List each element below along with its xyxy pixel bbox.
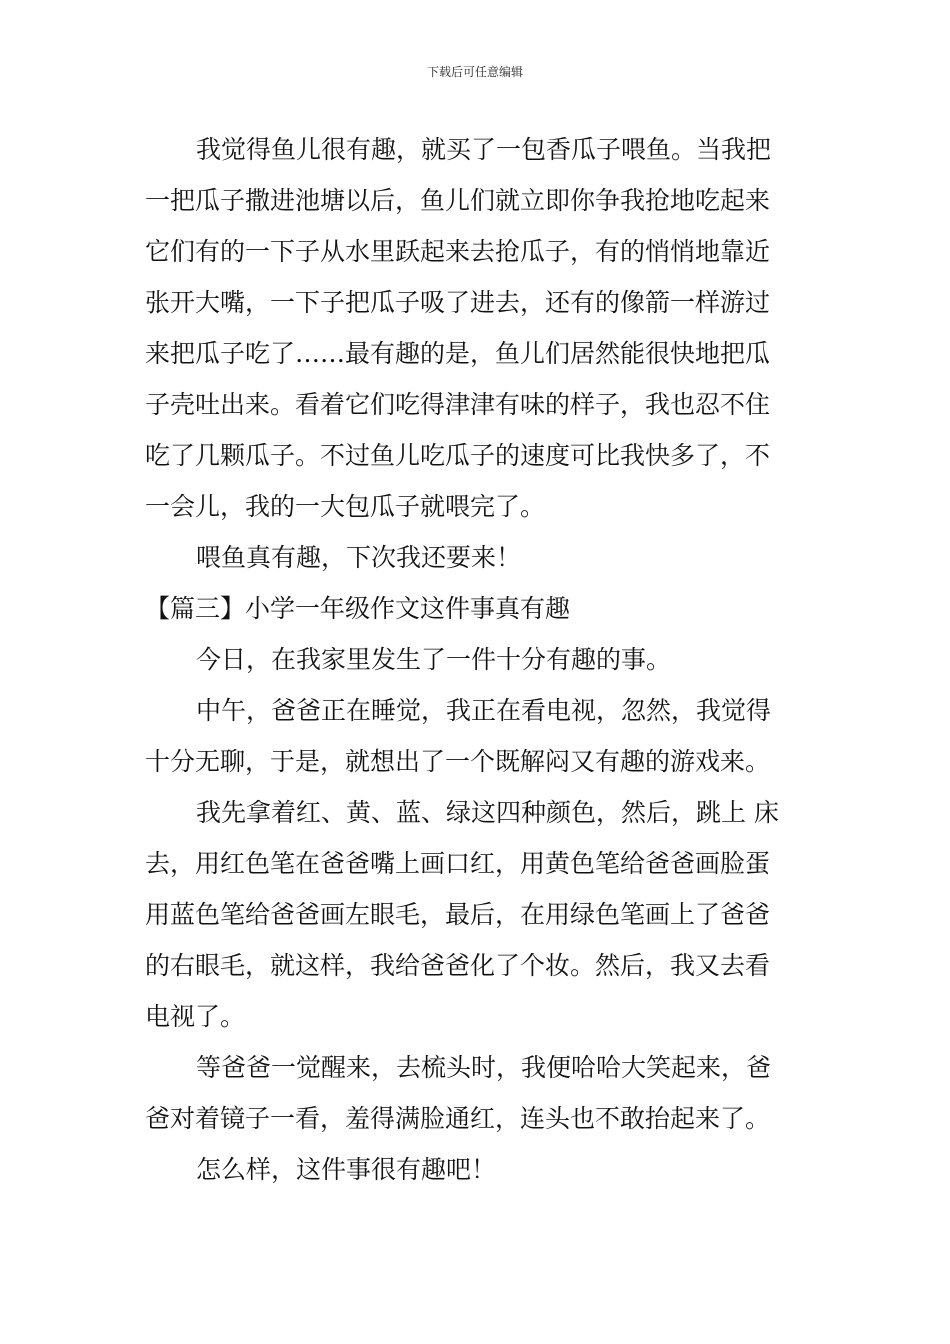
page-header: 下载后可任意编辑	[426, 65, 523, 79]
text-line: 我先拿着红、黄、蓝、绿这四种颜色，然后，跳上 床	[196, 798, 779, 827]
text-line: 中午，爸爸正在睡觉，我正在看电视，忽然，我觉得	[196, 696, 772, 725]
text-line: 来把瓜子吃了……最有趣的是，鱼儿们居然能很快地把瓜	[145, 339, 771, 368]
paragraph	[145, 1144, 810, 1195]
paragraph	[145, 124, 810, 532]
text-line: 一会儿，我的一大包瓜子就喂完了。	[145, 492, 546, 521]
text-line: 的右眼毛，就这样，我给爸爸化了个妆。然后，我又去看	[145, 951, 771, 980]
paragraph	[145, 1042, 810, 1144]
section-heading-text: 【篇三】小学一年级作文这件事真有趣	[145, 594, 571, 623]
text-line: 怎么样，这件事很有趣吧！	[196, 1155, 497, 1184]
text-line: 吃了几颗瓜子。不过鱼儿吃瓜子的速度可比我快多了，不	[145, 441, 771, 470]
text-line: 今日，在我家里发生了一件十分有趣的事。	[196, 645, 672, 674]
paragraph	[145, 634, 810, 685]
text-line: 电视了。	[145, 1002, 246, 1031]
text-line: 我觉得鱼儿很有趣，就买了一包香瓜子喂鱼。当我把	[196, 135, 772, 164]
text-line: 等爸爸一觉醒来，去梳头时，我便哈哈大笑起来，爸	[196, 1053, 772, 1082]
text-line: 喂鱼真有趣，下次我还要来！	[196, 543, 522, 572]
text-line: 它们有的一下子从水里跃起来去抢瓜子，有的悄悄地靠近	[145, 237, 771, 266]
text-line: 去，用红色笔在爸爸嘴上画口红，用黄色笔给爸爸画脸蛋	[145, 849, 771, 878]
paragraph	[145, 787, 810, 1042]
text-line: 十分无聊，于是，就想出了一个既解闷又有趣的游戏来。	[145, 747, 771, 776]
text-line: 一把瓜子撒进池塘以后，鱼儿们就立即你争我抢地吃起来	[145, 186, 771, 215]
paragraph	[145, 532, 810, 583]
text-line: 子壳吐出来。看着它们吃得津津有味的样子，我也忍不住	[145, 390, 771, 419]
section-heading	[145, 583, 810, 634]
paragraph	[145, 685, 810, 787]
text-line: 爸对着镜子一看，羞得满脸通红，连头也不敢抬起来了。	[145, 1104, 771, 1133]
document-body	[145, 124, 810, 1195]
text-line: 用蓝色笔给爸爸画左眼毛，最后，在用绿色笔画上了爸爸	[145, 900, 771, 929]
text-line: 张开大嘴，一下子把瓜子吸了进去，还有的像箭一样游过	[145, 288, 771, 317]
